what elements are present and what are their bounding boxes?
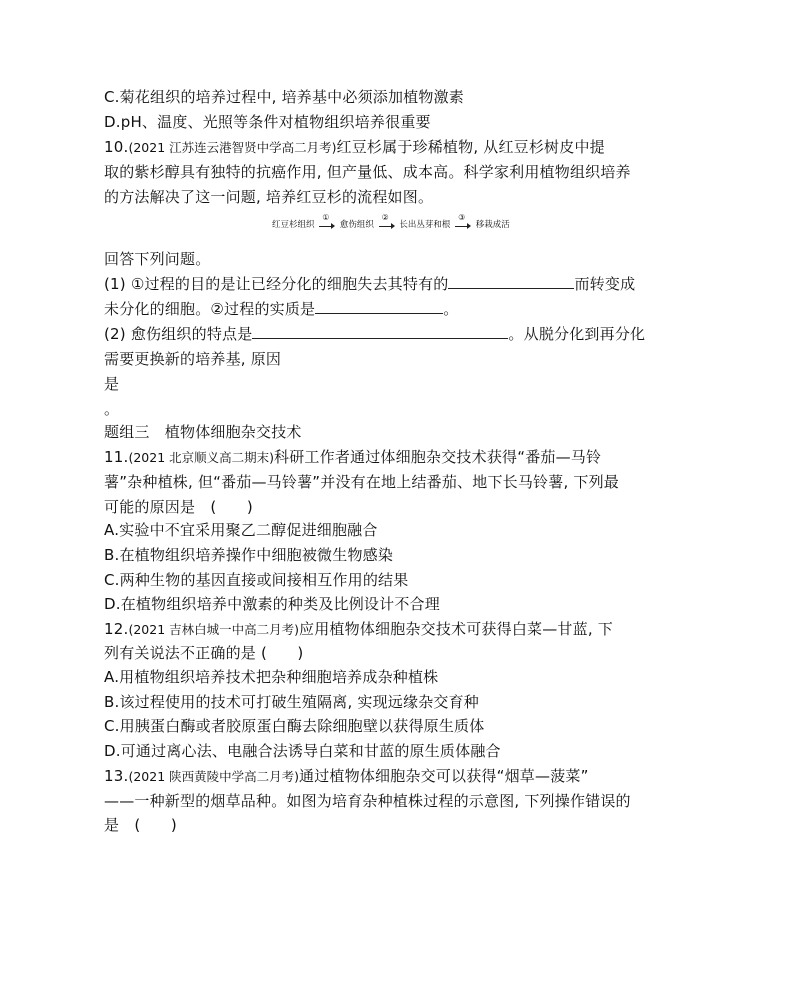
q12-option-c: C.用胰蛋白酶或者胶原蛋白酶去除细胞壁以获得原生质体 [104,717,485,735]
q10-part2-text-a: (2) 愈伤组织的特点是 [104,325,253,343]
answer-blank-1[interactable] [448,274,574,289]
flow-arrow-1-label: ① [322,213,330,222]
q10-stem-line2: 取的紫杉醇具有独特的抗癌作用, 但产量低、成本高。科学家利用植物组织培养 [104,163,631,181]
q13-stem-line2: ——一种新型的烟草品种。如图为培育杂种植株过程的示意图, 下列操作错误的 [104,792,631,810]
q10-number: 10. [104,138,129,156]
q12-option-d: D.可通过离心法、电融合法诱导白菜和甘蓝的原生质体融合 [104,742,501,760]
q10-part1-line1 [104,274,635,294]
flow-step-1: 红豆杉组织 [272,220,315,230]
q10-stem-line3: 的方法解决了这一问题, 培养红豆杉的流程如图。 [104,188,434,206]
flow-step-4: 移栽成活 [475,220,510,230]
q11-stem-text1: 科研工作者通过体细胞杂交技术获得“番茄—马铃 [274,448,602,466]
q11-option-c: C.两种生物的基因直接或间接相互作用的结果 [104,571,409,589]
q12-option-a: A.用植物组织培养技术把杂种细胞培养成杂种植株 [104,668,439,686]
q10-source: (2021 江苏连云港智贤中学高二月考) [128,140,337,155]
q13-number: 13. [104,767,129,785]
q12-option-b: B.该过程使用的技术可打破生殖隔离, 实现远缘杂交育种 [104,693,479,711]
q13-stem-text1: 通过植物体细胞杂交可以获得“烟草—菠菜” [299,767,589,785]
q13-source: (2021 陕西黄陵中学高二月考) [128,769,300,784]
q10-flowchart [272,213,510,232]
q10-stem-line1 [104,137,605,158]
q13-stem-line3: 是 ( ) [104,816,177,834]
flow-arrow-3-label: ③ [458,213,466,222]
answer-blank-2[interactable] [315,299,443,314]
q11-number: 11. [104,448,129,466]
q10-part1-text-a: (1) ①过程的目的是让已经分化的细胞失去其特有的 [104,275,449,293]
q10-prompt: 回答下列问题。 [104,250,211,268]
flow-arrow-2 [379,213,395,230]
q10-part2-line4: 。 [104,400,120,418]
q11-option-b: B.在植物组织培养操作中细胞被微生物感染 [104,546,394,564]
q12-number: 12. [104,620,129,638]
q12-stem-line2: 列有关说法不正确的是 ( ) [104,644,304,662]
q10-part1-text-d: 。 [443,300,459,318]
flow-step-2: 愈伤组织 [339,220,374,230]
q9-option-c: C.菊花组织的培养过程中, 培养基中必须添加植物激素 [104,88,464,106]
q11-stem-line2: 薯”杂种植株, 但“番茄—马铃薯”并没有在地上结番茄、地下长马铃薯, 下列最 [104,473,619,491]
q11-option-d: D.在植物组织培养中激素的种类及比例设计不合理 [104,595,440,613]
q10-part1-text-b: 而转变成 [574,275,636,293]
q10-part1-text-c: 未分化的细胞。②过程的实质是 [104,300,316,318]
flow-arrow-1 [319,213,335,230]
q12-stem-line1 [104,619,613,640]
q11-option-a: A.实验中不宜采用聚乙二醇促进细胞融合 [104,521,378,539]
q10-part2-line2: 需要更换新的培养基, 原因 [104,350,282,368]
q11-stem-line3: 可能的原因是 ( ) [104,498,253,516]
q10-part2-text-b: 。从脱分化到再分化 [508,325,646,343]
q10-stem-text1: 红豆杉属于珍稀植物, 从红豆杉树皮中提 [336,138,605,156]
answer-blank-3[interactable] [252,324,508,339]
q11-stem-line1 [104,447,601,468]
q11-source: (2021 北京顺义高二期末) [128,450,275,465]
q10-part2-line3: 是 [104,375,120,393]
q9-option-d: D.pH、温度、光照等条件对植物组织培养很重要 [104,113,431,131]
q10-part1-line2 [104,299,458,319]
q12-stem-text1: 应用植物体细胞杂交技术可获得白菜—甘蓝, 下 [299,620,613,638]
q10-part2-line1 [104,324,645,344]
q12-source: (2021 吉林白城一中高二月考) [128,622,300,637]
group3-title: 题组三 植物体细胞杂交技术 [104,423,302,441]
q13-stem-line1 [104,766,589,787]
flow-arrow-2-label: ② [381,213,389,222]
flow-step-3: 长出丛芽和根 [399,220,451,230]
flow-arrow-3 [455,213,471,230]
